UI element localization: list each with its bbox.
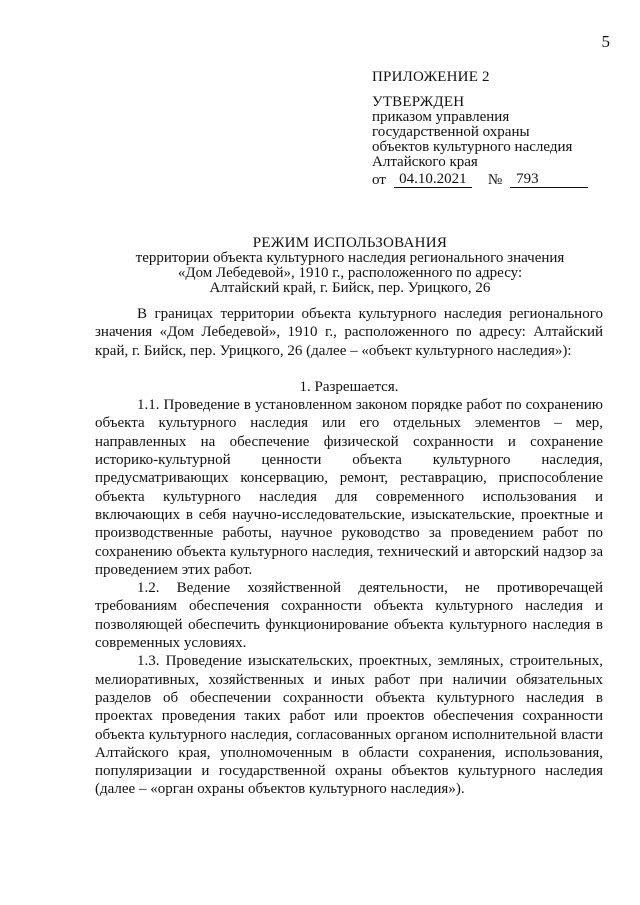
intro-paragraph: В границах территории объекта культурного наследия регионального значения «Дом Лебедевой», 1910 г., расположенного по адресу: Алтайский край, г. Бийск, пер. Урицкого, 26 (далее – «объект культурного наследия»): <box>95 306 603 359</box>
page-number: 5 <box>601 32 610 51</box>
number-label: № <box>487 172 503 188</box>
document-title-block <box>90 236 610 296</box>
document-body <box>95 305 603 799</box>
section-heading: 1. Разрешается. <box>299 378 399 395</box>
approval-line: государственной охраны <box>372 124 530 140</box>
order-line <box>372 172 602 188</box>
approval-line: Алтайского края <box>372 154 478 170</box>
document-title: РЕЖИМ ИСПОЛЬЗОВАНИЯ <box>252 235 448 251</box>
clause-paragraph: 1.1. Проведение в установленном законом порядке работ по сохранению объекта культурного наследия или его отдельных элементов – мер, направленных на обеспечение физической сохранности и сохранение историко-культурной ценности объекта культурного наследия, предусматривающих консервацию, ремонт, реставрацию, приспособление объекта культурного наследия для современного использования и включающих в себя научно-исследовательские, изыскательские, проектные и производственные работы, научное руководство за проведением работ по сохранению объекта культурного наследия, технический и авторский надзор за проведением этих работ. <box>95 397 603 578</box>
date-label: от <box>372 172 386 188</box>
order-date: 04.10.2021 <box>394 172 472 188</box>
approval-block <box>372 70 602 188</box>
clause-paragraph: 1.3. Проведение изыскательских, проектных, земляных, строительных, мелиоративных, хозяйственных и иных работ при наличии обязательных разделов об обеспечении сохранности объекта культурного наследия в проектах проведения таких работ или проектов обеспечения сохранности объекта культурного наследия, согласованных органом исполнительной власти Алтайского края, уполномоченным в области сохранения, использования, популяризации и государственной охраны объектов культурного наследия (далее – «орган охраны объектов культурного наследия»). <box>95 653 603 798</box>
clause-paragraph: 1.2. Ведение хозяйственной деятельности, не противоречащей требованиям обеспечения сохранности объекта культурного наследия и позволяющей обеспечить функционирование объекта культурного наследия в современных условиях. <box>95 580 603 652</box>
appendix-label: ПРИЛОЖЕНИЕ 2 <box>372 69 490 85</box>
title-line: территории объекта культурного наследия регионального значения <box>135 250 565 266</box>
title-line: «Дом Лебедевой», 1910 г., расположенного по адресу: <box>177 265 523 281</box>
approval-line: объектов культурного наследия <box>372 139 573 155</box>
title-line: Алтайский край, г. Бийск, пер. Урицкого, 26 <box>209 280 491 296</box>
approval-line: приказом управления <box>372 109 510 125</box>
order-number: 793 <box>510 172 588 188</box>
approved-label: УТВЕРЖДЕН <box>372 94 465 110</box>
